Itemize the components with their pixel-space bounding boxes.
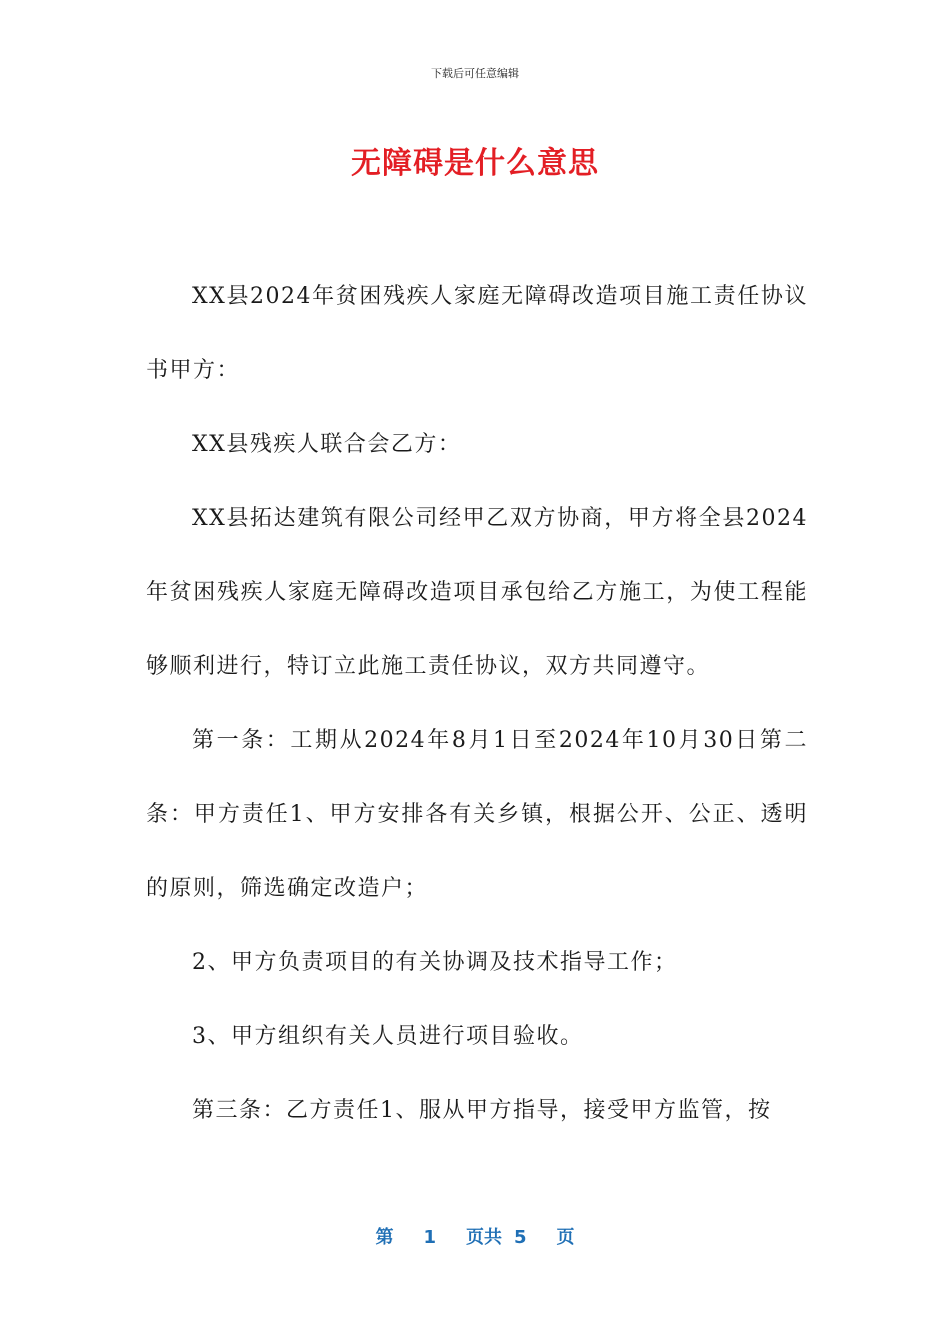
paragraph: XX县拓达建筑有限公司经甲乙双方协商，甲方将全县2024年贫困残疾人家庭无障碍改造项目承包给乙方施工，为使工程能够顺利进行，特订立此施工责任协议，双方共同遵守。 xyxy=(146,506,808,679)
page-footer xyxy=(0,1224,950,1252)
paragraph: XX县残疾人联合会乙方： xyxy=(192,432,462,457)
footer-middle: 页共 xyxy=(466,1227,502,1248)
document-body xyxy=(146,260,808,1148)
footer-prefix: 第 xyxy=(375,1227,394,1248)
footer-page-number: 1 xyxy=(423,1227,436,1248)
header-note: 下载后可任意编辑 xyxy=(431,67,519,80)
paragraph: XX县2024年贫困残疾人家庭无障碍改造项目施工责任协议书甲方： xyxy=(146,284,808,383)
footer-total-pages: 5 xyxy=(514,1227,527,1248)
document-title: 无障碍是什么意思 xyxy=(351,146,599,181)
paragraph: 第一条：工期从2024年8月1日至2024年10月30日第二条：甲方责任1、甲方安排各有关乡镇，根据公开、公正、透明的原则，筛选确定改造户； xyxy=(146,728,808,901)
paragraph: 第三条：乙方责任1、服从甲方指导，接受甲方监管，按 xyxy=(192,1098,772,1123)
paragraph: 3、甲方组织有关人员进行项目验收。 xyxy=(192,1024,584,1049)
paragraph: 2、甲方负责项目的有关协调及技术指导工作； xyxy=(192,950,678,975)
footer-suffix: 页 xyxy=(556,1227,575,1248)
